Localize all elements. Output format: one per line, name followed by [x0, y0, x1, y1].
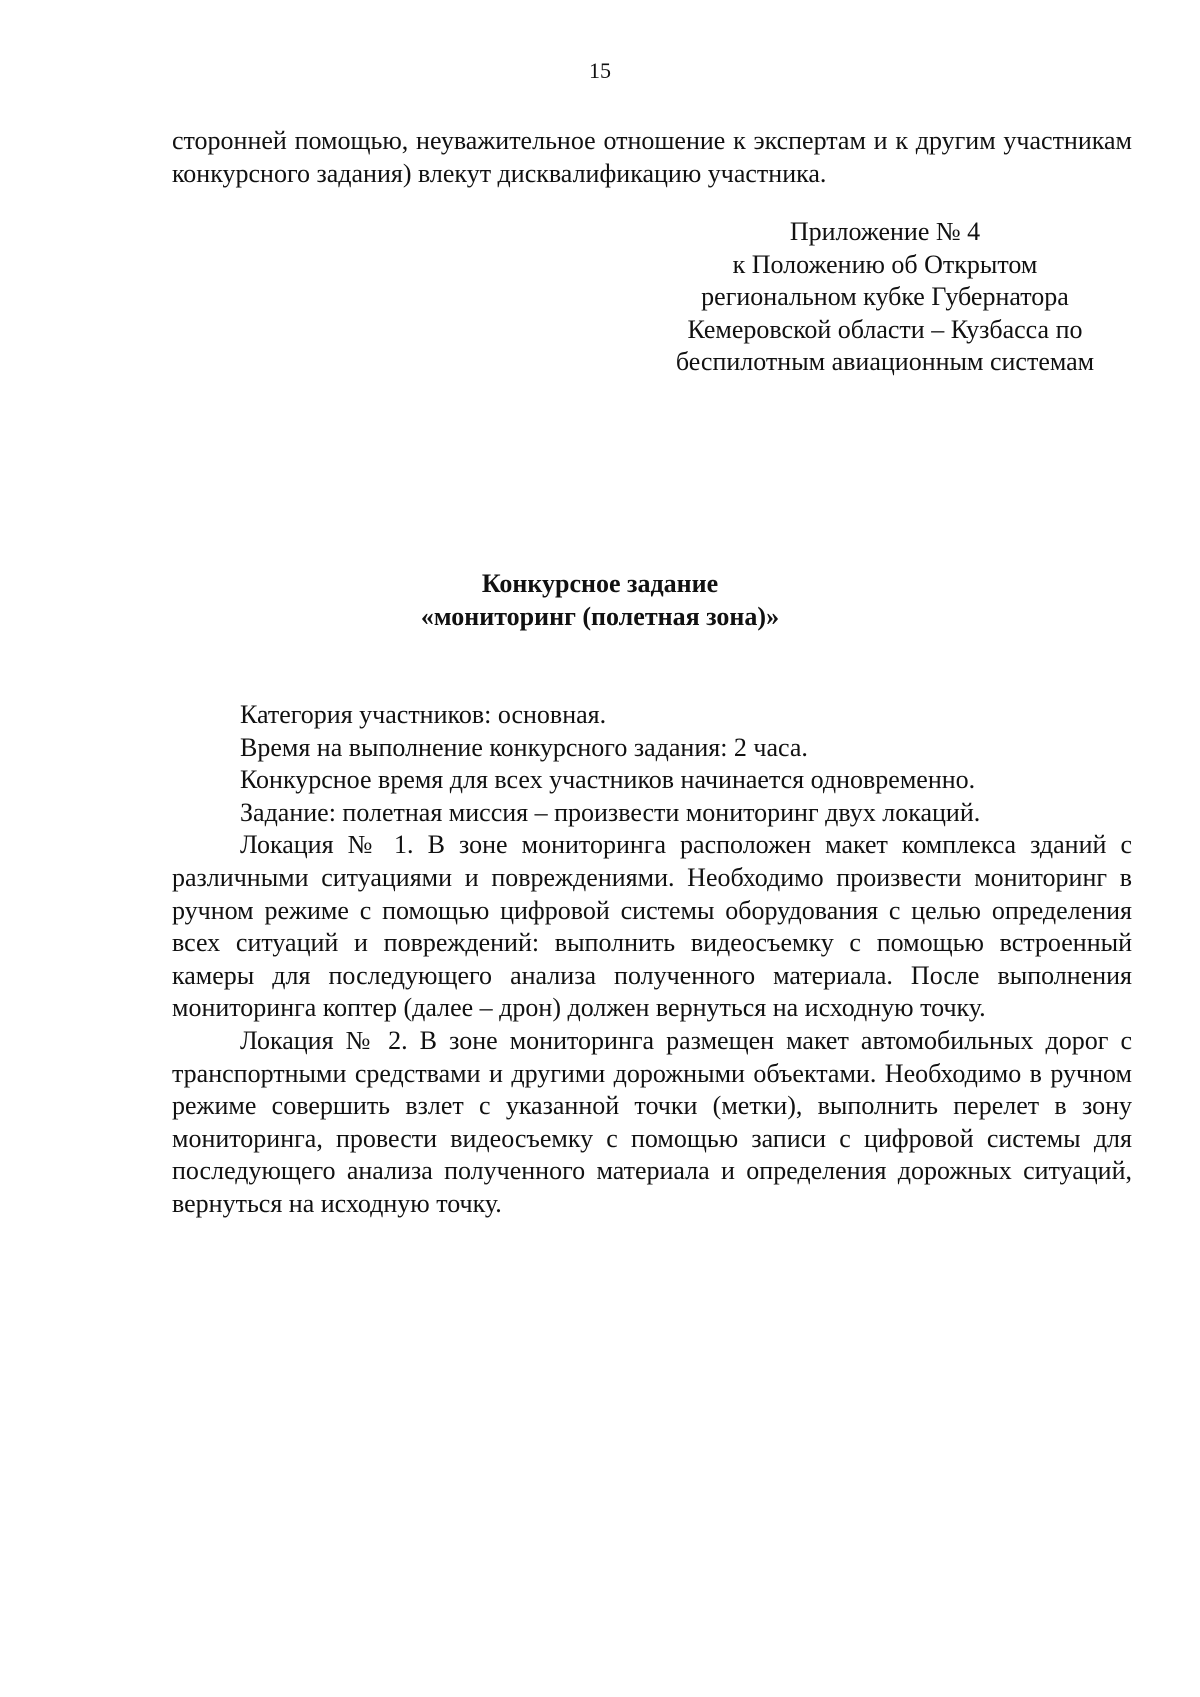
task-description: [172, 699, 1132, 1221]
appendix-line: к Положению об Открытом: [732, 249, 1038, 279]
paragraph-category: Категория участников: основная.: [240, 700, 607, 729]
continuation-paragraph: сторонней помощью, неуважительное отношение к экспертам и к другим участникам конкурсного задания) влекут дисквалификацию участника.: [172, 126, 1132, 188]
task-subtitle-line: «мониторинг (полетная зона)»: [420, 602, 780, 631]
task-title-line: Конкурсное задание: [481, 569, 719, 598]
page-number: 15: [589, 58, 611, 83]
paragraph-start: Конкурсное время для всех участников начинается одновременно.: [240, 765, 976, 795]
appendix-line: беспилотным авиационным системам: [675, 347, 1095, 376]
appendix-line: Кемеровской области – Кузбасса по: [687, 314, 1083, 344]
paragraph-location-1: Локация № 1. В зоне мониторинга расположен макет комплекса зданий с различными ситуациями и повреждениями. Необходимо произвести мониторинг в ручном режиме с помощью цифровой системы оборудования с целью определения всех ситуаций и повреждений: выполнить видеосъемку с помощью встроенный камеры для последующего анализа полученного материала. После выполнения мониторинга коптер (далее – дрон) должен вернуться на исходную точку.: [172, 830, 1132, 1023]
appendix-header: [650, 216, 1120, 379]
paragraph-mission: Задание: полетная миссия – произвести мониторинг двух локаций.: [240, 797, 981, 827]
appendix-line: региональном кубке Губернатора: [701, 282, 1069, 311]
task-title: [0, 567, 1200, 633]
paragraph-time: Время на выполнение конкурсного задания: 2 часа.: [240, 732, 808, 762]
appendix-line: Приложение № 4: [789, 217, 981, 246]
paragraph-location-2: Локация № 2. В зоне мониторинга размещен макет автомобильных дорог с транспортными средствами и другими дорожными объектами. Необходимо в ручном режиме совершить взлет с указанной точки (метки), выполнить перелет в зону мониторинга, провести видеосъемку с помощью записи с цифровой системы для последующего анализа полученного материала и определения дорожных ситуаций, вернуться на исходную точку.: [172, 1025, 1132, 1218]
